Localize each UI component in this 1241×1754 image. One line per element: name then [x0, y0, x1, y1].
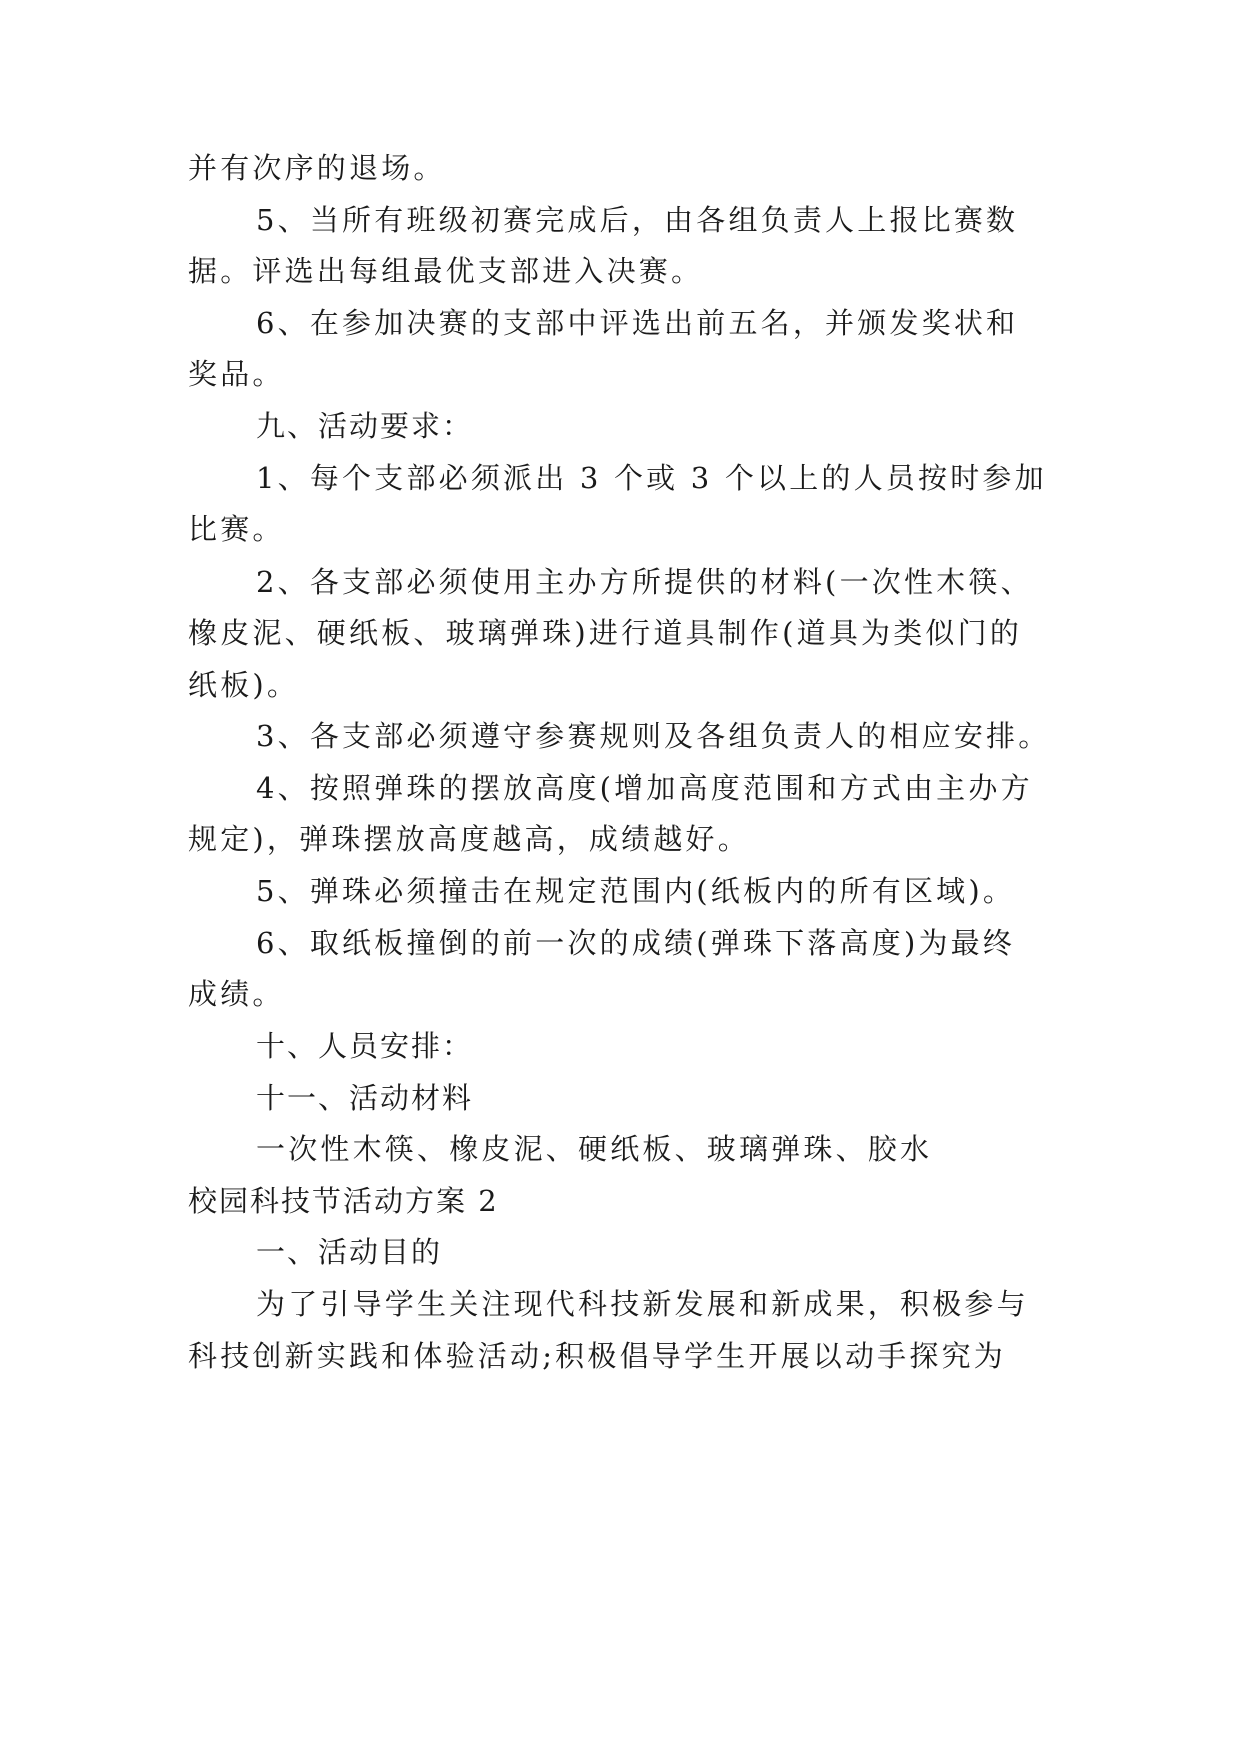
text-line: 一次性木筷、橡皮泥、硬纸板、玻璃弹珠、胶水 — [256, 1132, 933, 1166]
text-line: 5、当所有班级初赛完成后，由各组负责人上报比赛数 — [256, 203, 1019, 237]
text-line: 为了引导学生关注现代科技新发展和新成果，积极参与 — [256, 1287, 1029, 1321]
text-line: 比赛。 — [188, 512, 285, 546]
text-line: 科技创新实践和体验活动;积极倡导学生开展以动手探究为 — [188, 1339, 1006, 1373]
text-line: 2、各支部必须使用主办方所提供的材料(一次性木筷、 — [256, 565, 1033, 599]
text-line: 奖品。 — [188, 357, 285, 391]
section-heading: 十、人员安排： — [256, 1029, 474, 1063]
text-line: 5、弹珠必须撞击在规定范围内(纸板内的所有区域)。 — [256, 874, 1016, 908]
document-title: 校园科技节活动方案 2 — [188, 1184, 499, 1218]
text-line: 4、按照弹珠的摆放高度(增加高度范围和方式由主办方 — [256, 771, 1033, 805]
section-heading: 一、活动目的 — [256, 1235, 443, 1269]
text-line: 1、每个支部必须派出 3 个或 3 个以上的人员按时参加 — [256, 461, 1047, 495]
text-line: 橡皮泥、硬纸板、玻璃弹珠)进行道具制作(道具为类似门的 — [188, 616, 1023, 650]
text-line: 据。评选出每组最优支部进入决赛。 — [188, 254, 704, 288]
text-line: 规定)，弹珠摆放高度越高，成绩越好。 — [188, 822, 750, 856]
text-line: 3、各支部必须遵守参赛规则及各组负责人的相应安排。 — [256, 719, 1051, 753]
section-heading: 九、活动要求： — [256, 409, 474, 443]
text-line: 6、在参加决赛的支部中评选出前五名，并颁发奖状和 — [256, 306, 1019, 340]
text-line: 6、取纸板撞倒的前一次的成绩(弹珠下落高度)为最终 — [256, 926, 1016, 960]
text-line: 纸板)。 — [188, 668, 300, 702]
text-line: 成绩。 — [188, 977, 285, 1011]
section-heading: 十一、活动材料 — [256, 1081, 474, 1115]
text-line: 并有次序的退场。 — [188, 151, 446, 185]
